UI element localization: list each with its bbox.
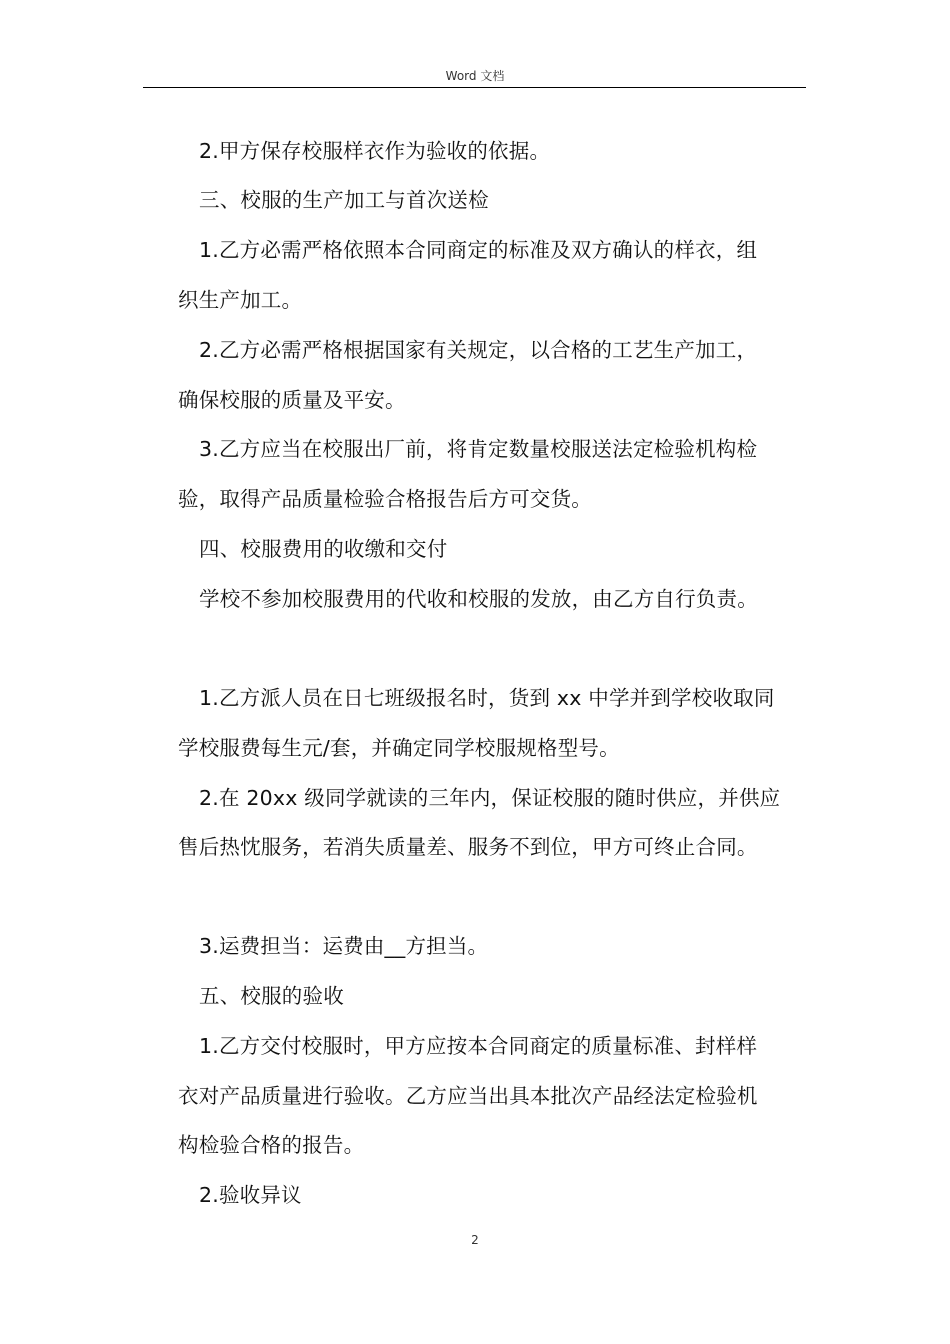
page-number: 2 <box>471 1233 479 1247</box>
paragraph-line: 2.乙方必需严格根据国家有关规定，以合格的工艺生产加工， <box>199 338 758 362</box>
section-heading: 五、校服的验收 <box>199 984 344 1008</box>
paragraph-line: 1.乙方派人员在日七班级报名时，货到 xx 中学并到学校收取同 <box>199 686 775 710</box>
paragraph-line: 3.运费担当：运费由__方担当。 <box>199 934 489 958</box>
paragraph-line: 衣对产品质量进行验收。乙方应当出具本批次产品经法定检验机 <box>178 1084 758 1108</box>
paragraph-line: 学校不参加校服费用的代收和校服的发放，由乙方自行负责。 <box>199 587 758 611</box>
page-header: Word 文档 <box>445 69 505 83</box>
paragraph-line: 构检验合格的报告。 <box>178 1133 365 1157</box>
section-heading: 四、校服费用的收缴和交付 <box>199 537 448 561</box>
paragraph-line: 2.甲方保存校服样衣作为验收的依据。 <box>199 139 551 163</box>
paragraph-line: 织生产加工。 <box>178 288 303 312</box>
paragraph-line: 1.乙方必需严格依照本合同商定的标准及双方确认的样衣，组 <box>199 238 758 262</box>
paragraph-line: 3.乙方应当在校服出厂前，将肯定数量校服送法定检验机构检 <box>199 437 758 461</box>
header-divider <box>143 87 806 88</box>
paragraph-line: 确保校服的质量及平安。 <box>178 388 406 412</box>
paragraph-line: 1.乙方交付校服时，甲方应按本合同商定的质量标准、封样样 <box>199 1034 758 1058</box>
paragraph-line: 售后热忱服务，若消失质量差、服务不到位，甲方可终止合同。 <box>178 835 758 859</box>
paragraph-line: 2.验收异议 <box>199 1183 302 1207</box>
paragraph-line: 验，取得产品质量检验合格报告后方可交货。 <box>178 487 592 511</box>
paragraph-line: 2.在 20xx 级同学就读的三年内，保证校服的随时供应，并供应 <box>199 786 781 810</box>
section-heading: 三、校服的生产加工与首次送检 <box>199 188 489 212</box>
paragraph-line: 学校服费每生元/套，并确定同学校服规格型号。 <box>178 736 620 760</box>
